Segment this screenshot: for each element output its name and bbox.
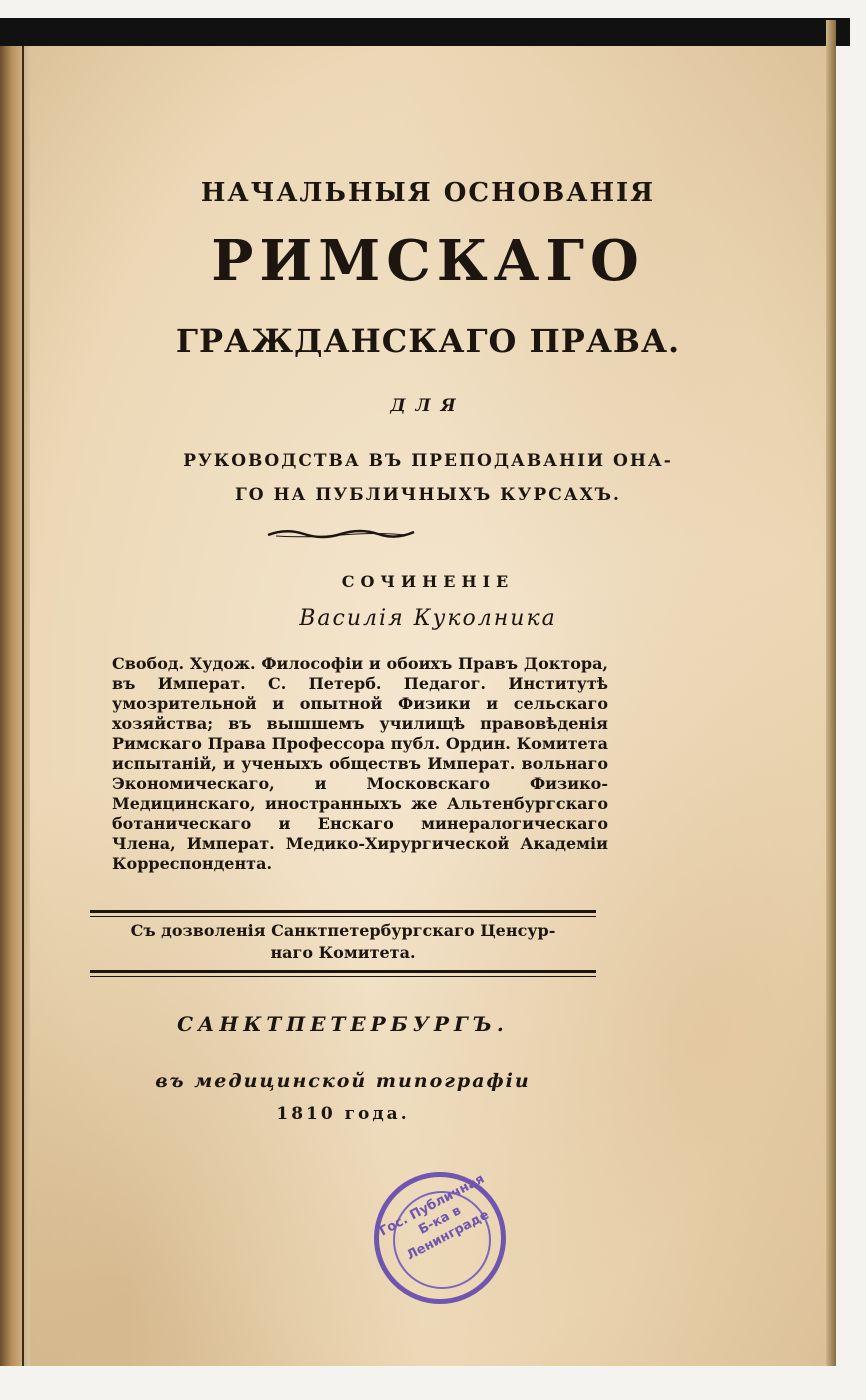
title-line-4: ДЛЯ (390, 396, 466, 416)
purpose-text (30, 444, 826, 512)
imprint-press: въ медицинской типографіи (155, 1070, 531, 1092)
title-line-2: РИМСКАГО (211, 228, 645, 294)
author-credentials: Свобод. Худож. Философіи и обоихъ Правъ Доктора, въ Императ. С. Петерб. Педагог. Институтѣ умозрительной и опытной Физики и сельскаго хозяйства; въ вышшемъ училищѣ правовѣденія Римскаго Права Профессора публ. Ордин. Комитета испытаній, и ученыхъ обществъ Императ. вольнаго Экономическаго, и Московскаго Физико-Медицинскаго, иностранныхъ же Альтенбургскаго ботаническаго и Енскаго минералогическаго Члена, Императ. Медико-Хирургической Академіи Корреспондента. (112, 654, 608, 873)
book-spine-binding (0, 46, 30, 1366)
imprint-year: 1810 года. (276, 1104, 410, 1124)
censor-line-2: наго Комитета. (270, 943, 416, 962)
purpose-line-2: ГО НА ПУБЛИЧНЫХЪ КУРСАХЪ. (235, 485, 621, 505)
imprint-city: САНКТПЕТЕРБУРГЪ. (177, 1012, 509, 1036)
rule-top-thick (90, 910, 596, 913)
censor-line-1: Съ дозволенія Санктпетербургскаго Ценсур- (130, 921, 556, 940)
title-line-1: НАЧАЛЬНЫЯ ОСНОВАНІЯ (200, 178, 656, 208)
rule-bottom-thick (90, 970, 596, 973)
page-right-edge (826, 20, 836, 1366)
library-stamp (374, 1172, 506, 1304)
rule-bottom-thin (90, 976, 596, 977)
title-page (30, 46, 826, 1366)
work-label: СОЧИНЕНІЕ (341, 572, 515, 591)
purpose-line-1: РУКОВОДСТВА ВЪ ПРЕПОДАВАНІИ ОНА- (183, 451, 673, 471)
censorship-note (90, 920, 596, 964)
decorative-flourish (266, 526, 416, 540)
title-line-3: ГРАЖДАНСКАГО ПРАВА. (175, 322, 681, 360)
library-stamp-text: Гос. Публичная Б-ка в Ленинграде (377, 1171, 492, 1264)
rule-top-thin (90, 916, 596, 917)
author-name: Василія Куколника (299, 606, 557, 631)
scan-top-border (0, 18, 850, 46)
